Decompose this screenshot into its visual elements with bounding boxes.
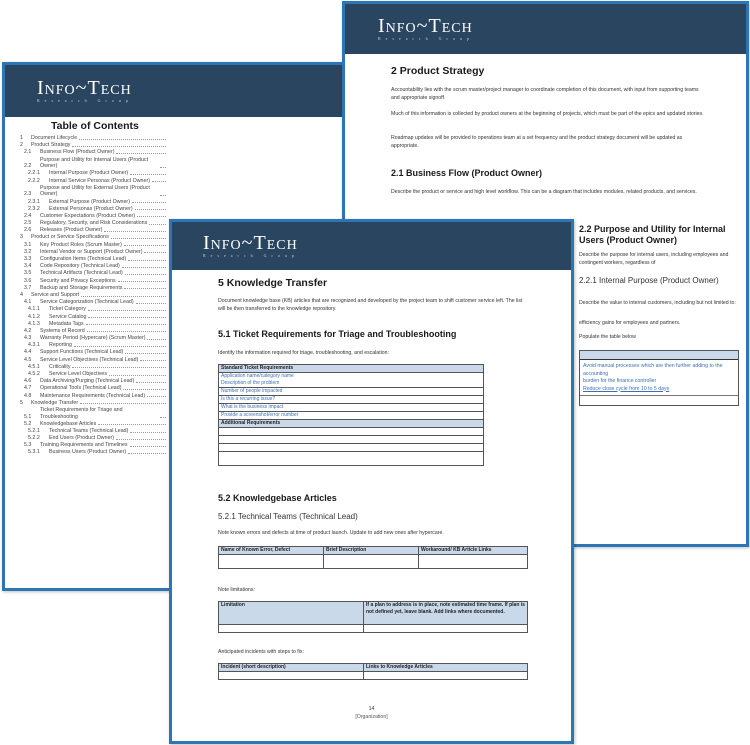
paragraph: Roadmap updates will be provided to operations team at a set frequency and the product strategy document will be updated as appropriate. [391,135,683,149]
toc-entry-number: 3.4 [24,263,32,270]
toc-entry-number: 4.1.2 [28,313,40,320]
toc-entry[interactable] [20,285,167,292]
toc-entry[interactable] [20,256,167,263]
table-header-row [580,351,738,360]
toc-entry-number: 1 [20,135,23,141]
toc-leader-dots [118,281,166,282]
subsubsection-heading: 2.2.1 Internal Purpose (Product Owner) [579,276,719,285]
incidents-table [218,663,528,680]
toc-entry-number: 4.1.1 [28,306,40,313]
known-errors-table [218,546,528,569]
ticket-requirements-table [218,364,484,466]
toc-leader-dots [72,367,166,368]
toc-entry-label: Configuration Items (Technical Lead) [40,256,127,262]
toc-entry-label: Purpose and Utility for External Users (Product Owner) [40,184,150,198]
toc-leader-dots [136,303,166,304]
toc-leader-dots [160,167,166,168]
toc-leader-dots [130,174,166,175]
toc-entry[interactable] [20,421,167,428]
toc-entry-number: 3 [20,234,23,241]
toc-entry[interactable] [20,407,167,420]
table-cell [324,555,419,569]
toc-entry[interactable] [20,213,167,220]
paragraph: Note known errors and defects at time of product launch. Update to add new ones after hypercare. [218,530,444,536]
toc-entry-number: 4.2 [24,327,32,334]
subsection-heading: 5.1 Ticket Requirements for Triage and Troubleshooting [218,329,457,339]
toc-entry-label: Service Level Objectives [49,371,107,377]
toc-entry-label: Purpose and Utility for Internal Users (Product Owner) [40,156,149,170]
toc-leader-dots [122,267,166,268]
toc-entry-label: Knowledgebase Articles [40,420,97,427]
toc-entry-label: External Personas (Product Owner) [49,205,133,212]
toc-entry-number: 3.5 [24,270,32,277]
toc-entry-number: 2 [20,142,23,149]
toc-entry[interactable] [20,400,167,407]
toc-leader-dots [124,288,166,289]
toc-entry[interactable] [20,306,167,313]
toc-entry-label: Releases (Product Owner) [40,227,103,234]
toc-entry-label: Document Lifecycle [31,135,78,141]
toc-entry-label: Code Repository (Technical Lead) [40,263,120,270]
toc-entry[interactable] [20,299,167,306]
toc-entry[interactable] [20,135,167,142]
toc-entry-label: Technical Teams (Technical Lead) [49,427,129,434]
toc-entry-label: End Users (Product Owner) [49,435,115,442]
toc-entry[interactable] [20,242,167,249]
subsection-heading: 2.2 Purpose and Utility for Internal Users (Product Owner) [579,224,726,245]
table-cell [419,555,528,569]
toc-entry-number: 5.3.1 [28,449,40,456]
toc-entry-number: 4.3.1 [28,342,40,349]
subsection-heading: 2.1 Business Flow (Product Owner) [391,168,543,178]
section-heading: 2 Product Strategy [391,65,485,77]
toc-leader-dots [80,403,166,404]
toc-entry-number: 2.3.1 [28,198,40,205]
toc-entry[interactable] [20,371,167,378]
toc-entry-label: Ticket Category [49,306,86,313]
label: Note limitations: [218,587,255,593]
toc-entry-number: 2.2 [24,163,32,170]
toc-entry-number: 4.5 [24,356,32,363]
toc-leader-dots [144,252,166,253]
toc-entry-number: 2.4 [24,212,32,219]
toc-list [20,135,167,457]
toc-entry-label: Maintenance Requirements (Technical Lead) [40,392,146,399]
toc-entry-number: 4.7 [24,385,32,392]
toc-entry[interactable] [20,435,167,442]
toc-entry-label: Reporting [49,342,72,349]
toc-entry[interactable] [20,142,167,149]
table-header: Workaround/ KB Article Links [419,547,528,555]
paragraph: Describe the purpose for internal users, including employees and contingent workers, regardless of [579,252,729,266]
toc-leader-dots [109,375,166,376]
toc-entry[interactable] [20,349,167,356]
table-header: Links to Knowledge Articles [364,664,528,672]
paragraph: Document knowledge base (KB) articles that are recognized and developed by the project team to shift customer service left. The list will be then transferred to the knowledge repository. [218,298,523,312]
toc-entry-number: 2.6 [24,227,32,234]
toc-entry-label: Operational Tools (Technical Lead) [40,385,122,392]
toc-entry-number: 3.1 [24,241,32,248]
toc-leader-dots [88,310,166,311]
table-cell: Number of people impacted [219,388,484,396]
paragraph: efficiency gains for employees and partners. [579,320,681,326]
toc-entry[interactable] [20,178,167,185]
toc-leader-dots [116,439,166,440]
toc-entry[interactable] [20,220,167,227]
toc-entry-number: 2.3.2 [28,205,40,212]
table-cell: Description of the problem [219,380,484,388]
toc-entry-number: 3.3 [24,256,32,262]
table-header: Limitation [219,602,364,625]
toc-entry-number: 5.2.2 [28,435,40,442]
paragraph: Accountability lies with the scrum master/project manager to coordinate completion of this document, with input from supporting teams and appropriate signoff. [391,87,699,101]
paragraph: Identify the information required for triage, troubleshooting, and escalation: [218,350,390,356]
toc-leader-dots [123,389,166,390]
toc-entry-number: 5.3 [24,442,32,449]
toc-leader-dots [125,274,166,275]
toc-leader-dots [104,231,166,232]
toc-entry[interactable] [20,185,167,198]
toc-leader-dots [136,382,166,383]
toc-leader-dots [147,339,166,340]
table-cell [364,625,528,633]
toc-entry-number: 4.5.1 [28,363,40,370]
toc-entry[interactable] [20,206,167,213]
toc-entry-label: Knowledge Transfer [31,399,79,406]
toc-entry[interactable] [20,393,167,400]
table-header: Brief Description [324,547,419,555]
toc-entry-label: External Purpose (Product Owner) [49,198,130,205]
toc-entry-label: Key Product Roles (Scrum Master) [40,241,122,248]
toc-entry-label: Backup and Storage Requirements [40,284,123,291]
toc-entry[interactable] [20,328,167,335]
table-row-divider [580,395,738,405]
toc-entry[interactable] [20,357,167,364]
paragraph: Populate the table below [579,334,636,340]
table-cell [219,428,484,436]
label: Anticipated incidents with steps to fix: [218,649,304,655]
toc-leader-dots [132,202,166,203]
table-cell [219,452,484,466]
knowledge-transfer-page [169,219,574,744]
toc-entry[interactable] [20,263,167,270]
info-tech-logo: Info~Tech Research Group [378,15,474,41]
toc-entry[interactable] [20,321,167,328]
toc-entry-number: 5 [20,399,23,406]
toc-leader-dots [130,432,166,433]
toc-entry-number: 2.2.1 [28,170,40,177]
table-cell: burden for the finance controller [583,378,657,384]
toc-title: Table of Contents [51,120,139,132]
toc-entry-number: 2.5 [24,220,32,227]
toc-entry[interactable] [20,385,167,392]
table-header: Incident (short description) [219,664,364,672]
toc-leader-dots [74,346,166,347]
toc-entry[interactable] [20,234,167,241]
toc-leader-dots [98,424,166,425]
toc-entry[interactable] [20,170,167,177]
table-cell: Reduce close cycle from 10 to 5 days [583,385,670,392]
toc-leader-dots [149,224,166,225]
toc-entry-number: 2.1 [24,149,32,156]
toc-entry-number: 4.3 [24,335,32,342]
toc-entry-number: 5.2 [24,420,32,427]
toc-leader-dots [160,417,166,418]
table-cell [364,672,528,680]
toc-leader-dots [130,446,166,447]
toc-entry-label: Internal Vendor or Support (Product Owner) [40,248,143,255]
paragraph: Much of this information is collected by product owners at the beginning of projects, which must be part of the epics and updated stories. [391,111,704,117]
toc-leader-dots [128,260,166,261]
page-footer: [Organization] [355,714,388,720]
toc-entry-number: 4.5.2 [28,371,40,377]
purpose-table [579,350,739,406]
table-cell: Provide a screenshot/error number [219,412,484,420]
table-header: Additional Requirements [219,420,484,428]
toc-entry[interactable] [20,292,167,299]
toc-leader-dots [87,331,166,332]
toc-entry-number: 3.7 [24,284,32,291]
toc-entry-label: Technical Artifacts (Technical Lead) [40,270,123,277]
toc-entry-label: Ticket Requirements for Triage and Troubleshooting [40,406,123,420]
toc-entry[interactable] [20,157,167,170]
toc-entry-label: Warranty Period (Hypercare) (Scrum Master) [40,335,146,342]
toc-entry-label: Training Requirements and Timelines [40,442,128,449]
table-cell [219,625,364,633]
table-cell [219,672,364,680]
table-cell-group [580,360,738,395]
subsection-heading: 5.2 Knowledgebase Articles [218,493,337,503]
toc-leader-dots [135,209,166,210]
toc-entry-label: Systems of Record [40,327,85,334]
toc-entry-label: Product or Service Specifications [31,234,109,241]
paragraph: Describe the value to internal customers, including but not limited to: [579,300,736,306]
toc-leader-dots [140,360,166,361]
toc-entry[interactable] [20,278,167,285]
toc-entry[interactable] [20,342,167,349]
toc-entry[interactable] [20,364,167,371]
toc-entry-label: Service Level Objectives (Technical Lead) [40,356,139,363]
toc-entry[interactable] [20,378,167,385]
toc-entry[interactable] [20,270,167,277]
toc-entry-label: Product Strategy [31,142,71,149]
table-cell [219,555,324,569]
toc-entry-number: 5.2.1 [28,427,40,434]
toc-entry-label: Service Categorization (Technical Lead) [40,299,134,306]
toc-entry-label: Metadata Tags [49,320,84,327]
paragraph: Describe the product or service and high level workflow. This can be a diagram that includes modules, related products, and services. [391,189,697,195]
toc-entry[interactable] [20,199,167,206]
toc-entry-number: 3.6 [24,277,32,284]
toc-entry-label: Criticality [49,363,71,370]
toc-leader-dots [81,296,166,297]
info-tech-logo: Info~Tech Research Group [203,232,299,258]
toc-entry[interactable] [20,227,167,234]
toc-entry-label: Regulatory, Security, and Risk Considerations [40,220,148,227]
toc-entry-label: Service Catalog [49,313,87,320]
toc-leader-dots [111,238,166,239]
toc-entry[interactable] [20,335,167,342]
toc-leader-dots [128,453,166,454]
toc-entry-label: Business Flow (Product Owner) [40,149,115,156]
table-cell [219,444,484,452]
table-cell: Avoid manual processes which are then further adding to the accounting [583,363,723,377]
limitations-table [218,601,528,633]
toc-leader-dots [160,195,166,196]
toc-entry[interactable] [20,449,167,456]
toc-leader-dots [79,139,166,140]
toc-entry[interactable] [20,249,167,256]
table-header: If a plan to address is in place, note estimated time frame. If plan is not defined yet, leave blank. Add links where documented. [364,602,528,625]
toc-entry[interactable] [20,314,167,321]
toc-leader-dots [125,353,166,354]
toc-entry-label: Internal Purpose (Product Owner) [49,170,129,177]
toc-entry-number: 4.8 [24,392,32,399]
toc-entry[interactable] [20,428,167,435]
toc-entry-number: 4.6 [24,378,32,385]
toc-leader-dots [152,181,166,182]
toc-entry-label: Business Users (Product Owner) [49,449,127,456]
toc-entry[interactable] [20,149,167,156]
page-number: 14 [368,706,375,712]
section-heading: 5 Knowledge Transfer [218,277,328,289]
toc-entry-number: 2.2.2 [28,177,40,184]
toc-entry-number: 4.1.3 [28,320,40,327]
info-tech-logo: Info~Tech Research Group [37,77,133,103]
toc-entry-label: Data Archiving/Purging (Technical Lead) [40,378,135,385]
toc-leader-dots [86,324,166,325]
toc-entry-number: 3.2 [24,248,32,255]
toc-entry[interactable] [20,442,167,449]
toc-leader-dots [72,146,166,147]
toc-entry-label: Customer Expectations (Product Owner) [40,212,136,219]
toc-leader-dots [124,245,166,246]
toc-leader-dots [137,216,166,217]
table-cell [219,436,484,444]
toc-entry-number: 2.3 [24,191,32,198]
toc-leader-dots [88,317,166,318]
toc-entry-number: 4 [20,291,23,298]
table-cell: Application name/category name [219,373,484,381]
toc-entry-number: 4.4 [24,349,32,356]
table-cell: What is the business impact [219,404,484,412]
toc-entry-number: 5.1 [24,413,32,420]
table-header: Name of Known Error, Defect [219,547,324,555]
toc-entry-label: Service and Support [31,291,79,298]
toc-entry-number: 4.1 [24,299,32,306]
toc-entry-label: Security and Privacy Exceptions [40,277,116,284]
toc-entry-label: Internal Service Personas (Product Owner) [49,177,150,184]
table-cell: Is this a recurring issue? [219,396,484,404]
subsubsection-heading: 5.2.1 Technical Teams (Technical Lead) [218,512,358,521]
toc-leader-dots [147,396,166,397]
toc-leader-dots [116,153,166,154]
table-header: Standard Ticket Requirements [219,365,484,373]
toc-entry-label: Support Functions (Technical Lead) [40,349,124,356]
